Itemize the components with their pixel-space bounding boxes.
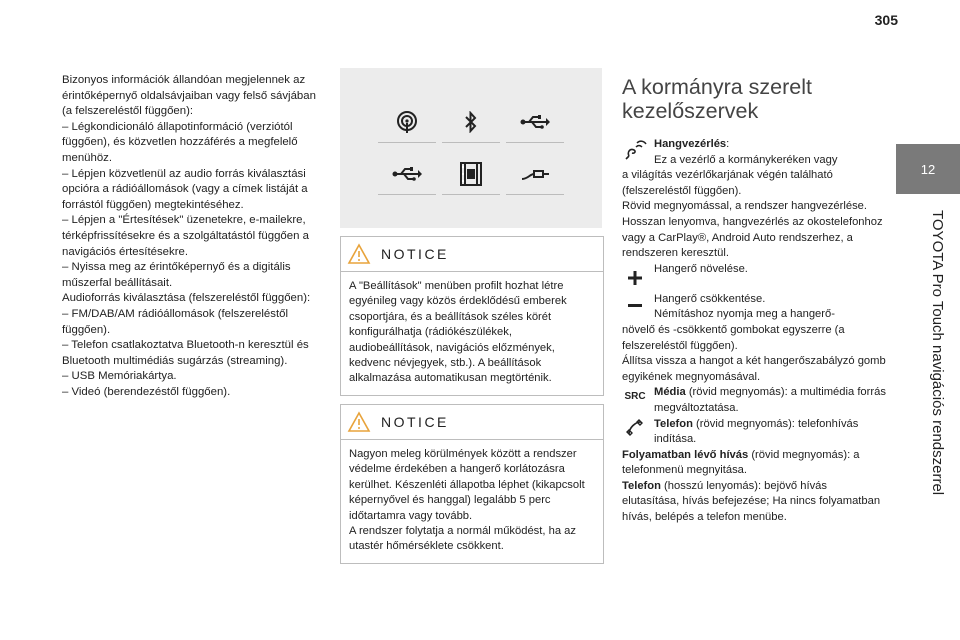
voice-control-text: Hosszan lenyomva, hangvezérlés az okostelefonhoz vagy a CarPlay®, Android Auto rendszerhez, a rendszeren keresztül. — [622, 215, 883, 260]
usb-icon — [506, 102, 564, 143]
volume-down-text: Hangerő csökkentése. — [654, 292, 766, 305]
notice-text: A rendszer folytatja a normál működést, ha az utastér hőmérséklete csökkent. — [349, 525, 576, 553]
notice-text: Nagyon meleg körülmények között a rendszer védelme érdekében a hangerő korlátozásra kerülhet. Készenléti állapotba léphet (kikapcsolt képernyővel és hanggal) legalább 5 perc időtartamra vagy tovább. — [349, 448, 585, 522]
minus-icon — [622, 304, 648, 308]
page-number: 305 — [874, 12, 898, 28]
voice-control-text: Ez a vezérlő a kormánykeréken vagy — [654, 153, 838, 166]
warning-icon — [347, 243, 371, 265]
notice-box — [340, 236, 604, 396]
phone-long-press-label: Telefon — [622, 479, 661, 492]
notice-text: A "Beállítások" menüben profilt hozhat létre egyénileg vagy közös érdeklődésű emberek csoportjára, és a beállítások széles körét konfigurálhatja (rádiókészülékek, audiobeállítások, navigációs előzmények, kedvenc névjegyek, stb.). A beállítások alkalmazása automatikusan megtörténik. — [349, 280, 567, 385]
call-in-progress-label: Folyamatban lévő hívás — [622, 448, 749, 461]
paragraph: Audioforrás kiválasztása (felszereléstől függően): — [62, 292, 311, 305]
plus-icon — [622, 271, 648, 285]
phone-long-press-description: (hosszú lenyomás): bejövő hívás elutasítása, hívás befejezése; Ha nincs folyamatban hívás, belépés a telefon menübe. — [622, 479, 881, 524]
source-icons-panel — [340, 68, 602, 228]
call-in-progress-description: (rövid megnyomás): a telefonmenü megnyitása. — [622, 448, 860, 477]
volume-down-text: növelő és -csökkentő gombokat egyszerre (a felszereléstől függően). — [622, 323, 845, 352]
voice-control-entry — [622, 137, 886, 262]
notice-header — [341, 405, 603, 440]
column-3 — [622, 75, 886, 526]
media-entry — [622, 385, 886, 416]
bluetooth-icon — [442, 102, 500, 143]
usb-icon — [378, 154, 436, 195]
notice-box — [340, 404, 604, 564]
volume-reset-text: Állítsa vissza a hangot a két hangerőszabályzó gomb egyikének megnyomásával. — [622, 355, 886, 383]
paragraph: Bizonyos információk állandóan megjelennek az érintőképernyő oldalsávjaiban vagy felső sávjában (a felszereléstől függően): — [62, 74, 316, 118]
paragraph: – USB Memóriakártya. — [62, 370, 177, 383]
sidebar — [896, 144, 960, 640]
media-text — [622, 385, 886, 416]
section-title: A kormányra szerelt kezelőszervek — [622, 75, 812, 123]
column-1 — [62, 73, 324, 400]
volume-up-text: Hangerő növelése. — [654, 262, 748, 275]
phone-label: Telefon — [654, 417, 693, 430]
volume-down-text: Némításhoz nyomja meg a hangerő- — [654, 308, 835, 321]
volume-up-entry — [622, 262, 886, 292]
voice-control-icon — [622, 139, 648, 161]
paragraph: – Lépjen a "Értesítések" üzenetekre, e-mailekre, térképfrissítésekre és a szolgáltatástól függően a navigációs értesítésekre. — [62, 214, 309, 258]
label-colon: : — [726, 138, 730, 150]
volume-down-entry — [622, 292, 886, 386]
voice-control-text: a világítás vezérlőkarjának végén található (felszereléstől függően). — [622, 169, 833, 197]
notice-label: NOTICE — [381, 246, 449, 262]
paragraph: – Légkondicionáló állapotinformáció (verziótól függően), és közvetlen hozzáférés a megfelelő menühöz. — [62, 120, 298, 164]
phone-icon — [622, 419, 648, 437]
media-description: (rövid megnyomás): a multimédia forrás megváltoztatása. — [654, 386, 886, 414]
phone-text — [622, 417, 886, 448]
notice-label: NOTICE — [381, 414, 449, 430]
video-icon — [442, 154, 500, 195]
paragraph: – Nyissa meg az érintőképernyő és a digitális műszerfal beállításait. — [62, 261, 291, 289]
phone-entry — [622, 417, 886, 448]
chapter-tab: 12 — [896, 144, 960, 194]
paragraph: – Telefon csatlakoztatva Bluetooth-n keresztül és Bluetooth multimédiás sugárzás (streaming). — [62, 339, 309, 367]
phone-description: (rövid megnyomás): telefonhívás indítása. — [654, 417, 859, 446]
src-icon: SRC — [624, 391, 646, 403]
warning-icon — [347, 411, 371, 433]
notice-header — [341, 237, 603, 272]
voice-control-text: Rövid megnyomással, a rendszer hangvezérlése. — [622, 200, 868, 213]
phone-long-press-text — [622, 479, 886, 526]
paragraph: – Lépjen közvetlenül az audio forrás kiválasztási opcióra a rádióállomások (vagy a címek listáját a forrástól függően) megtekintéséhez. — [62, 167, 308, 211]
voice-control-label: Hangvezérlés — [654, 138, 727, 150]
paragraph: – FM/DAB/AM rádióállomások (felszereléstől függően). — [62, 307, 288, 336]
chapter-title: TOYOTA Pro Touch navigációs rendszerrel — [929, 210, 946, 496]
call-in-progress-text — [622, 448, 886, 479]
aux-jack-icon — [506, 154, 564, 195]
radio-wave-icon — [378, 102, 436, 143]
paragraph: – Videó (berendezéstől függően). — [62, 385, 231, 398]
media-label: Média — [654, 386, 686, 399]
